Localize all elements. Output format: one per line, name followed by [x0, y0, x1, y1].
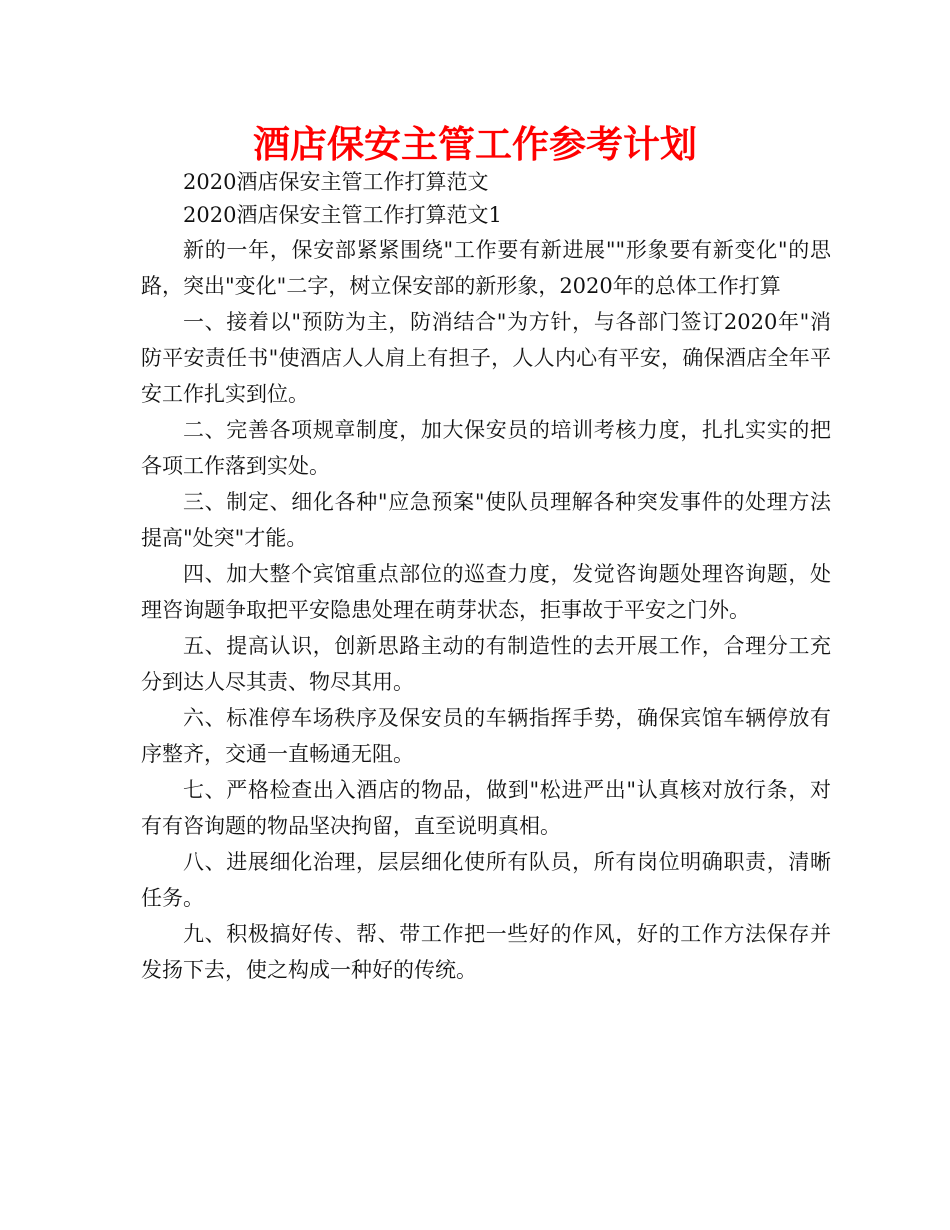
paragraph-item-6: 六、标准停车场秩序及保安员的车辆指挥手势，确保宾馆车辆停放有序整齐，交通一直畅通无阻。	[141, 706, 831, 766]
subtitle-line-1: 2020酒店保安主管工作打算范文	[183, 170, 489, 194]
document-title: 酒店保安主管工作参考计划	[253, 122, 697, 166]
paragraph-intro: 新的一年，保安部紧紧围绕"工作要有新进展""形象要有新变化"的思路，突出"变化"二字，树立保安部的新形象，2020年的总体工作打算	[141, 238, 831, 298]
paragraph-item-2: 二、完善各项规章制度，加大保安员的培训考核力度，扎扎实实的把各项工作落到实处。	[141, 418, 831, 478]
paragraph-item-1: 一、接着以"预防为主，防消结合"为方针，与各部门签订2020年"消防平安责任书"使酒店人人肩上有担子，人人内心有平安，确保酒店全年平安工作扎实到位。	[141, 310, 831, 406]
paragraph-item-7: 七、严格检查出入酒店的物品，做到"松进严出"认真核对放行条，对有有咨询题的物品坚决拘留，直至说明真相。	[141, 778, 831, 838]
subtitle-line-2: 2020酒店保安主管工作打算范文1	[183, 203, 502, 227]
paragraph-item-5: 五、提高认识，创新思路主动的有制造性的去开展工作，合理分工充分到达人尽其责、物尽其用。	[141, 634, 831, 694]
paragraph-item-4: 四、加大整个宾馆重点部位的巡查力度，发觉咨询题处理咨询题，处理咨询题争取把平安隐患处理在萌芽状态，拒事故于平安之门外。	[141, 562, 831, 622]
document-body	[141, 166, 831, 988]
paragraph-item-9: 九、积极搞好传、帮、带工作把一些好的作风，好的工作方法保存并发扬下去，使之构成一种好的传统。	[141, 922, 831, 982]
paragraph-item-3: 三、制定、细化各种"应急预案"使队员理解各种突发事件的处理方法提高"处突"才能。	[141, 490, 831, 550]
paragraph-item-8: 八、进展细化治理，层层细化使所有队员，所有岗位明确职责，清晰任务。	[141, 850, 831, 910]
